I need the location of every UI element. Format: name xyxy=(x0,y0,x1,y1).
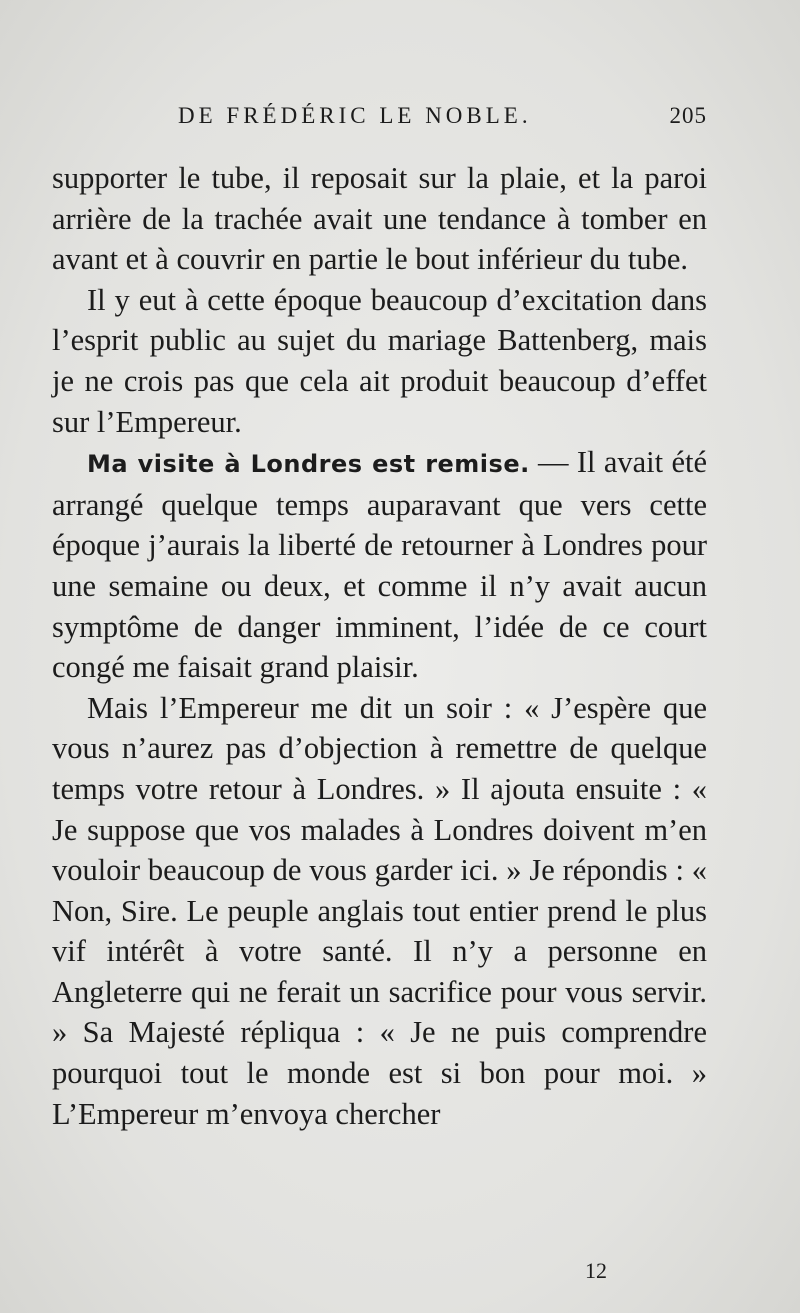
paragraph-1-text: supporter le tube, il reposait sur la plaie, et la paroi arrière de la trachée avait une tendance à tomber en avant et à couvrir en partie le bout inférieur du tube. xyxy=(52,161,707,277)
signature-mark: 12 xyxy=(585,1258,607,1283)
section-sidehead: Ma visite à Londres est remise. xyxy=(87,450,530,479)
page-number: 205 xyxy=(669,103,707,128)
paragraph-3-text: — Il avait été arrangé quelque temps auparavant que vers cette époque j’aurais la liberté de retourner à Londres pour une semaine ou deux, et comme il n’y avait aucun symptôme de danger imminent, l’idée de ce court congé me faisait grand plaisir. xyxy=(52,445,707,685)
paragraph-1 xyxy=(52,158,707,280)
running-title: DE FRÉDÉRIC LE NOBLE. xyxy=(178,103,532,128)
paragraph-2-text: Il y eut à cette époque beaucoup d’excitation dans l’esprit public au sujet du mariage Battenberg, mais je ne crois pas que cela ait produit beaucoup d’effet sur l’Empereur. xyxy=(52,282,707,439)
body-text xyxy=(52,158,707,1134)
paragraph-4-text: Mais l’Empereur me dit un soir : « J’espère que vous n’aurez pas d’objection à remettre de quelque temps votre retour à Londres. » Il ajouta ensuite : « Je suppose que vos malades à Londres doivent m’en vouloir beaucoup de vous garder ici. » Je répondis : « Non, Sire. Le peuple anglais tout entier prend le plus vif intérêt à votre santé. Il n’y a personne en Angleterre qui ne ferait un sacrifice pour vous servir. » Sa Majesté répliqua : « Je ne puis comprendre pourquoi tout le monde est si bon pour moi. » L’Empereur m’envoya chercher xyxy=(52,690,707,1131)
running-head xyxy=(52,103,707,133)
paragraph-2 xyxy=(52,280,707,442)
paragraph-4 xyxy=(52,688,707,1135)
paragraph-3 xyxy=(52,442,707,688)
